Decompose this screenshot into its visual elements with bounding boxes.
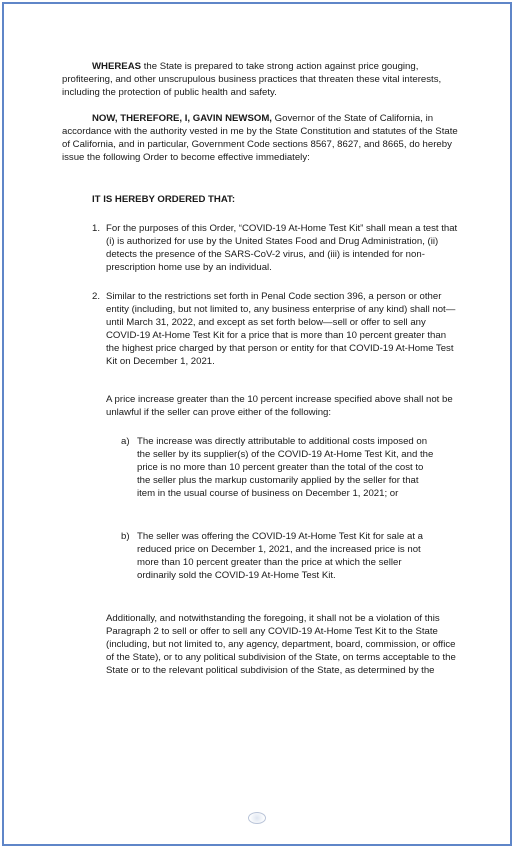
- item-text: Similar to the restrictions set forth in Penal Code section 396, a person or other entity (including, but not limited to, any business enterprise of any kind) shall not—until March 31, 2022, and except as set forth below—sell or offer to sell any COVID-19 At-Home Test Kit for a price that is more than 10 percent greater than the highest price charged by that person or entity for that COVID-19 At-Home Test Kit on December 1, 2021.: [106, 291, 456, 367]
- whereas-paragraph: [62, 60, 460, 99]
- ordered-heading: IT IS HEREBY ORDERED THAT:: [92, 194, 236, 205]
- subitem-text: The increase was directly attributable to additional costs imposed on the seller by its supplier(s) of the COVID-19 At-Home Test Kit, and the price is no more than 10 percent greater than the total of the cost to the seller plus the markup customarily applied by the seller for that item in the usual course of business on December 1, 2021; or: [137, 436, 434, 499]
- now-therefore-lead: NOW, THEREFORE, I, GAVIN NEWSOM,: [92, 113, 272, 124]
- item-number: 1.: [92, 223, 101, 234]
- now-therefore-text: Governor of the State of California, in accordance with the authority vested in me by the State Constitution and statutes of the State of California, and in particular, Government Code sections 8567, 8627, and 8665, do hereby issue the following Order to become effective immediately:: [62, 113, 458, 163]
- whereas-lead: WHEREAS: [92, 61, 142, 72]
- subitem-text: The seller was offering the COVID-19 At-Home Test Kit for sale at a reduced price on December 1, 2021, and the increased price is not more than 10 percent greater than the price at which the seller ordinarily sold the COVID-19 At-Home Test Kit.: [137, 531, 423, 581]
- subitem-label: b): [121, 531, 130, 542]
- whereas-text: the State is prepared to take strong action against price gouging, profiteering, and other unscrupulous business practices that threaten these vital interests, including the protection of public health and safety.: [62, 61, 442, 98]
- now-therefore-paragraph: [62, 112, 460, 164]
- subitem-label: a): [121, 436, 130, 447]
- item-text: For the purposes of this Order, “COVID-19 At-Home Test Kit” shall mean a test that (i) is authorized for use by the United States Food and Drug Administration, (ii) detects the presence of the SARS-CoV-2 virus, and (iii) is intended for non-prescription home use by an individual.: [106, 223, 458, 273]
- item-number: 2.: [92, 291, 101, 302]
- preamble: [62, 60, 460, 164]
- seal-watermark: [248, 812, 266, 824]
- price-increase-paragraph: A price increase greater than the 10 percent increase specified above shall not be unlawful if the seller can prove either of the following:: [106, 394, 453, 418]
- additionally-paragraph: Additionally, and notwithstanding the foregoing, it shall not be a violation of this Paragraph 2 to sell or offer to sell any COVID-19 At-Home Test Kit to the State (including, but not limited to, any agency, department, board, commission, or office of the State), or to any political subdivision of the State, on terms acceptable to the State or to the relevant political subdivision of the State, as determined by the: [106, 613, 456, 676]
